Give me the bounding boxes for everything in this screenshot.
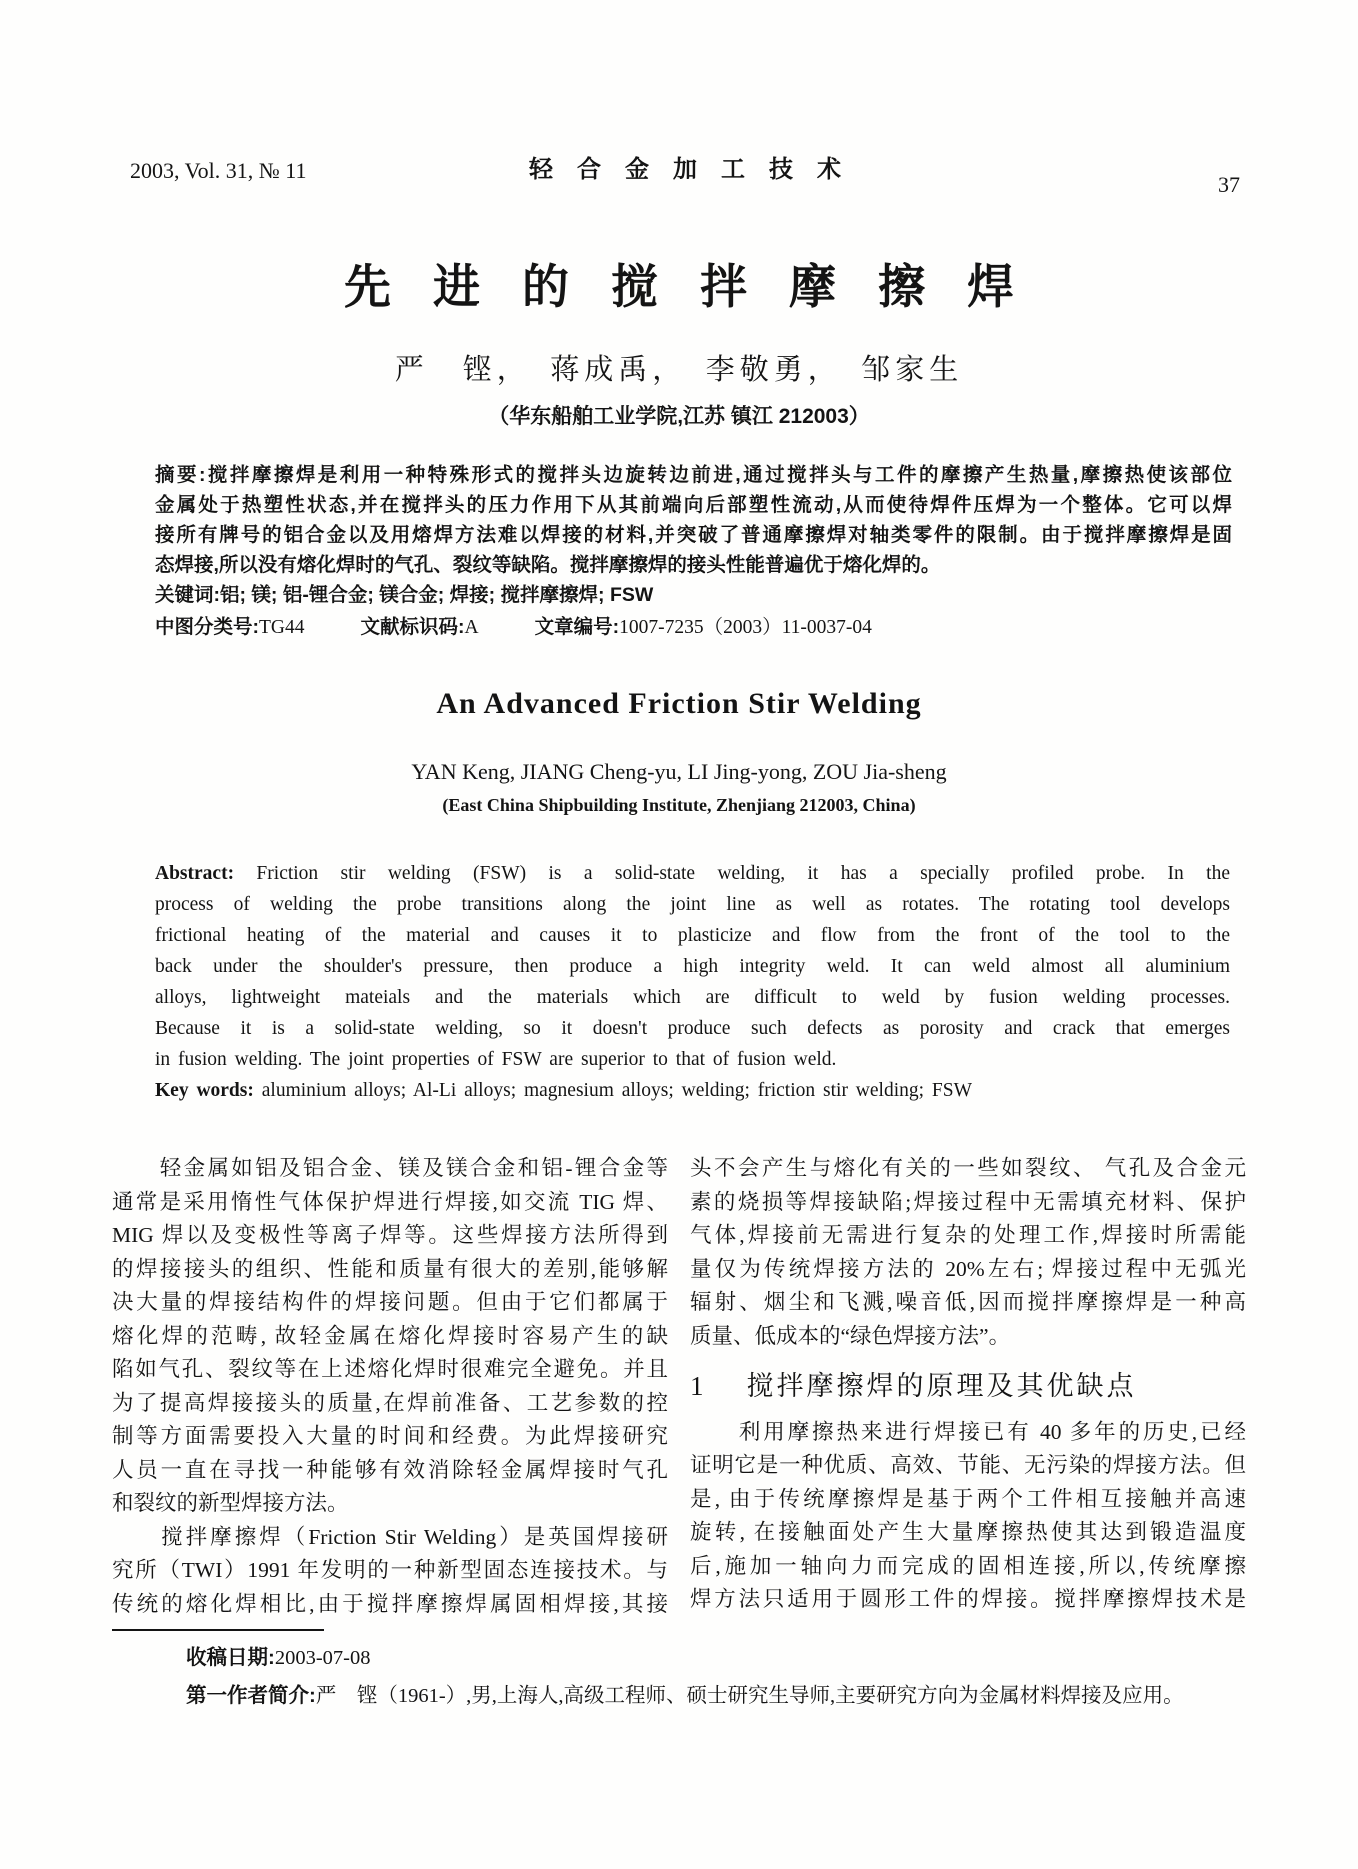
journal-title: 轻合金加工技术 <box>529 156 865 183</box>
text-line: 质量、低成本的“绿色焊接方法”。 <box>690 1323 1011 1348</box>
text-line: 量仅为传统焊接方法的 20%左右; 焊接过程中无弧光 <box>690 1256 1246 1281</box>
paragraph <box>112 1152 668 1521</box>
text-line: 辐射、烟尘和飞溅,噪音低,因而搅拌摩擦焊是一种高 <box>690 1290 1246 1314</box>
doc-code-value: A <box>464 617 479 638</box>
text-line: 焊方法只适用于圆形工件的焊接。搅拌摩擦焊技术是 <box>690 1587 1246 1611</box>
received-date-value: 2003-07-08 <box>274 1647 371 1669</box>
article-title-en: An Advanced Friction Stir Welding <box>436 687 922 720</box>
text-line: 决大量的焊接结构件的焊接问题。但由于它们都属于 <box>112 1290 668 1314</box>
label: 摘要: <box>155 464 206 486</box>
author-bio-line <box>112 1677 1246 1715</box>
text-line: 旋转, 在接触面处产生大量摩擦热使其达到锻造温度 <box>690 1520 1246 1544</box>
text-line: 接所有牌号的铝合金以及用熔焊方法难以焊接的材料,并突破了普通摩擦焊对轴类零件的限制。由于搅拌摩擦焊是固 <box>155 524 1232 546</box>
label: Abstract: <box>155 863 235 884</box>
affiliation-cn: （华东船舶工业学院,江苏 镇江 212003） <box>488 405 870 428</box>
page-number: 37 <box>1218 172 1240 197</box>
footnote-rule <box>112 1629 324 1631</box>
section-heading <box>690 1370 1246 1404</box>
affiliation-en: (East China Shipbuilding Institute, Zhenjiang 212003, China) <box>442 795 916 815</box>
right-column <box>690 1152 1246 1621</box>
keywords-cn-label: 关键词: <box>155 584 220 606</box>
doc-code-label: 文献标识码: <box>360 616 465 638</box>
authors-en: YAN Keng, JIANG Cheng-yu, LI Jing-yong, ZOU Jia-sheng <box>411 759 947 784</box>
text-line: Because it is a solid-state welding, so it doesn't produce such defects as porosity and crack that emerges <box>155 1018 1230 1039</box>
text-line: 是, 由于传统摩擦焊是基于两个工件相互接触并高速 <box>690 1486 1246 1511</box>
text-line: alloys, lightweight mateials and the materials which are difficult to weld by fusion welding processes. <box>155 987 1230 1008</box>
clc-value: TG44 <box>259 617 305 638</box>
text-line: 的焊接接头的组织、性能和质量有很大的差别,能够解 <box>112 1256 668 1281</box>
text-line: frictional heating of the material and causes it to plasticize and flow from the front of the tool to the <box>155 925 1230 946</box>
paragraph <box>112 1521 668 1622</box>
text-line: MIG 焊以及变极性等离子焊等。这些焊接方法所得到 <box>112 1223 668 1247</box>
text-line: 头不会产生与熔化有关的一些如裂纹、 气孔及合金元 <box>690 1156 1246 1180</box>
text-line: 素的烧损等焊接缺陷;焊接过程中无需填充材料、保护 <box>690 1189 1246 1214</box>
text-line: back under the shoulder's pressure, then produce a high integrity weld. It can weld almost all aluminium <box>155 956 1230 977</box>
journal-issue: 2003, Vol. 31, № 11 <box>130 158 307 183</box>
keywords-cn <box>155 580 1232 610</box>
keywords-en-label: Key words: <box>155 1080 254 1101</box>
classification-line <box>155 612 1232 643</box>
text-line: 气体,焊接前无需进行复杂的处理工作,焊接时所需能 <box>690 1223 1246 1247</box>
text-line: 陷如气孔、裂纹等在上述熔化焊时很难完全避免。并且 <box>112 1357 668 1381</box>
text-line: 和裂纹的新型焊接方法。 <box>112 1491 349 1515</box>
text-line: process of welding the probe transitions along the joint line as well as rotates. The rotating tool develops <box>155 894 1230 915</box>
authors-cn: 严 铿， 蒋成禹， 李敬勇， 邹家生 <box>394 354 964 386</box>
keywords-en-text: aluminium alloys; Al-Li alloys; magnesium alloys; welding; friction stir welding; FSW <box>253 1080 973 1101</box>
text-line: 搅拌摩擦焊（Friction Stir Welding）是英国焊接研 <box>112 1524 668 1549</box>
abstract-en <box>155 858 1230 1106</box>
text-line: 态焊接,所以没有熔化焊时的气孔、裂纹等缺陷。搅拌摩擦焊的接头性能普遍优于熔化焊的。 <box>155 554 941 576</box>
clc-label: 中图分类号: <box>155 616 259 638</box>
article-id-value: 1007-7235（2003）11-0037-04 <box>619 617 872 638</box>
journal-header <box>130 0 1240 197</box>
text-line: 金属处于热塑性状态,并在搅拌头的压力作用下从其前端向后部塑性流动,从而使待焊件压焊为一个整体。它可以焊 <box>155 494 1232 516</box>
footnote <box>112 1629 1246 1715</box>
text-line: 为了提高焊接接头的质量,在焊前准备、工艺参数的控 <box>112 1390 668 1415</box>
body-columns <box>112 1152 1246 1621</box>
section-title: 搅拌摩擦焊的原理及其优缺点 <box>746 1371 1137 1401</box>
text-line: in fusion welding. The joint properties of FSW are superior to that of fusion weld. <box>155 1049 837 1070</box>
text-line: 摘要:搅拌摩擦焊是利用一种特殊形式的搅拌头边旋转边前进,通过搅拌头与工件的摩擦产生热量,摩擦热使该部位 <box>155 464 1232 486</box>
text-line: 通常是采用惰性气体保护焊进行焊接,如交流 TIG 焊、 <box>112 1189 668 1214</box>
paragraph <box>690 1152 1246 1353</box>
received-date-label: 收稿日期: <box>186 1646 275 1669</box>
keywords-cn-text: 铝; 镁; 铝-锂合金; 镁合金; 焊接; 搅拌摩擦焊; FSW <box>220 584 654 606</box>
section-number: 1 <box>690 1371 707 1401</box>
text-line: 后,施加一轴向力而完成的固相连接,所以,传统摩擦 <box>690 1553 1246 1578</box>
text-line: 利用摩擦热来进行焊接已有 40 多年的历史,已经 <box>690 1419 1246 1444</box>
abstract-cn-text <box>155 460 1232 580</box>
text-line: 制等方面需要投入大量的时间和经费。为此焊接研究 <box>112 1424 668 1448</box>
keywords-en <box>155 1075 1230 1106</box>
article-title-cn: 先进的搅拌摩擦焊 <box>344 262 1056 314</box>
text-line: 人员一直在寻找一种能够有效消除轻金属焊接时气孔 <box>112 1457 668 1482</box>
text-line: 传统的熔化焊相比,由于搅拌摩擦焊属固相焊接,其接 <box>112 1591 668 1616</box>
paragraph <box>690 1416 1246 1617</box>
abstract-en-text <box>155 858 1230 1075</box>
received-date-line <box>112 1639 1246 1677</box>
article-id-label: 文章编号: <box>534 616 620 638</box>
text-line: 熔化焊的范畴, 故轻金属在熔化焊接时容易产生的缺 <box>112 1323 668 1348</box>
abstract-cn <box>155 460 1232 643</box>
text-line: 轻金属如铝及铝合金、镁及镁合金和铝-锂合金等 <box>112 1156 668 1180</box>
author-bio-text: 严 铿（1961-）,男,上海人,高级工程师、硕士研究生导师,主要研究方向为金属材料焊接及应用。 <box>315 1685 1184 1707</box>
author-bio-label: 第一作者简介: <box>186 1684 316 1707</box>
text-line: 究所（TWI）1991 年发明的一种新型固态连接技术。与 <box>112 1558 668 1582</box>
text-line: Abstract: Friction stir welding (FSW) is a solid-state welding, it has a specially profiled probe. In the <box>155 863 1230 884</box>
text-line: 证明它是一种优质、高效、节能、无污染的焊接方法。但 <box>690 1453 1246 1477</box>
left-column <box>112 1152 668 1621</box>
